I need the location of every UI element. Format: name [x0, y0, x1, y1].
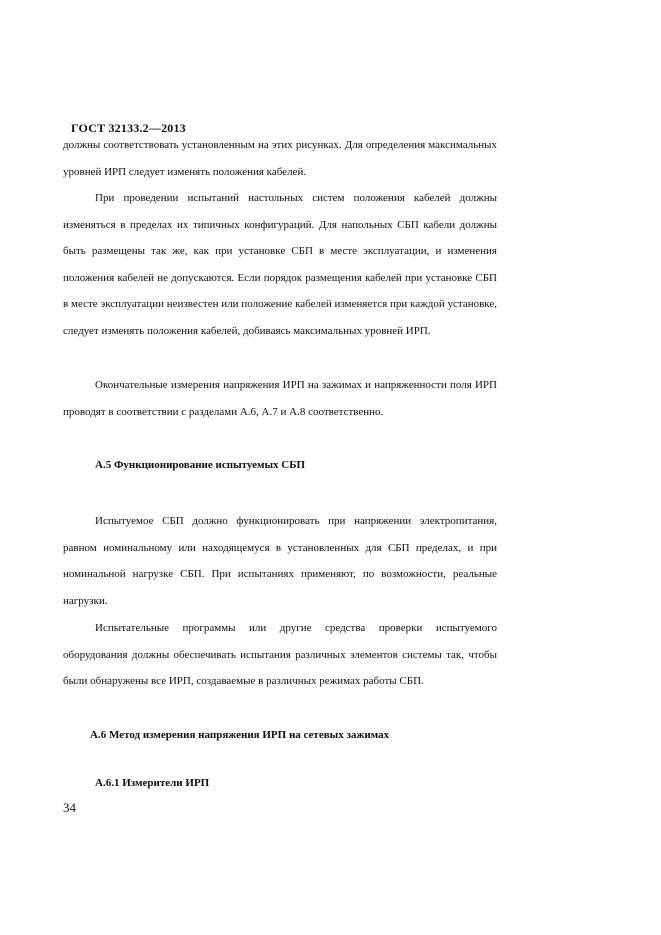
- paragraph-final-measurements: Окончательные измерения напряжения ИРП на зажимах и напряженности поля ИРП проводят в соответствии с разделами А.6, А.7 и А.8 соответственно.: [63, 379, 497, 418]
- paragraph-cable-positions-continued: должны соответствовать установленным на этих рисунках. Для определения максимальных уровней ИРП следует изменять положения кабелей.: [63, 139, 497, 178]
- section-heading-a5: А.5 Функционирование испытуемых СБП: [95, 459, 306, 471]
- document-code-header: ГОСТ 32133.2—2013: [71, 121, 186, 135]
- section-heading-a6: А.6 Метод измерения напряжения ИРП на сетевых зажимах: [90, 729, 390, 741]
- paragraph-test-programs: Испытательные программы или другие средства проверки испытуемого оборудования должны обеспечивать испытания различных элементов системы так, чтобы были обнаружены все ИРП, создаваемые в различных режимах работы СБП.: [63, 622, 497, 688]
- page-number: 34: [63, 800, 76, 815]
- section-heading-a6-1: А.6.1 Измерители ИРП: [95, 777, 210, 789]
- paragraph-table-top-systems: При проведении испытаний настольных систем положения кабелей должны изменяться в пределах их типичных конфигураций. Для напольных СБП кабели должны быть размещены так же, как при установке СБП в месте эксплуатации, и изменения положения кабелей не допускаются. Если порядок размещения кабелей при установке СБП в месте эксплуатации неизвестен или положение кабелей изменяется при каждой установке, следует изменять положения кабелей, добиваясь максимальных уровней ИРП.: [63, 192, 497, 337]
- paragraph-ups-operation: Испытуемое СБП должно функционировать при напряжении электропитания, равном номинальному или находящемуся в установленных для СБП пределах, и при номинальной нагрузке СБП. При испытаниях применяют, по возможности, реальные нагрузки.: [63, 515, 497, 607]
